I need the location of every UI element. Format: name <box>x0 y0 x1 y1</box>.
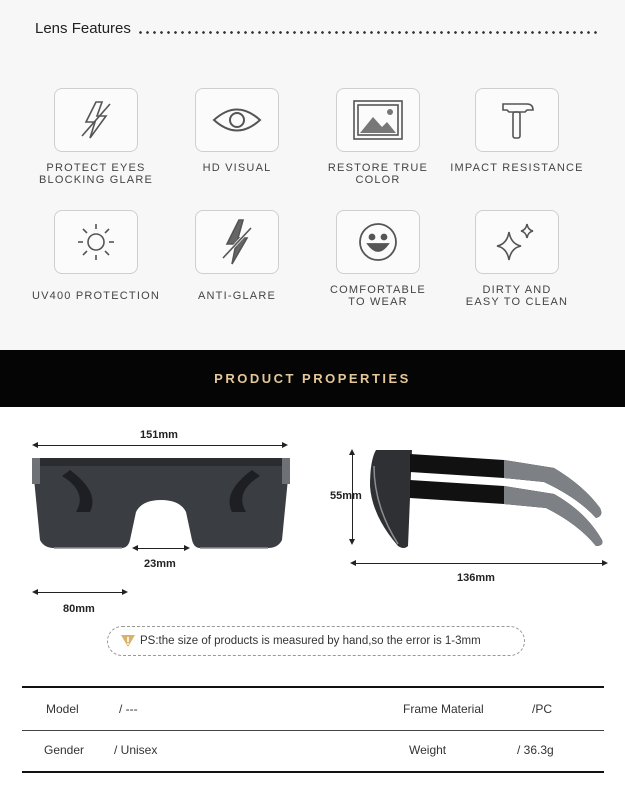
arrow-down-icon <box>349 539 355 545</box>
arrow-right-icon <box>184 545 190 551</box>
temple-dimension-line <box>352 563 606 564</box>
width-dimension-line <box>34 445 286 446</box>
smiley-face-icon <box>336 210 420 274</box>
sparkle-icon <box>475 210 559 274</box>
lens-width-label: 80mm <box>63 603 95 615</box>
lens-features-header <box>35 20 600 42</box>
arrow-left-icon <box>350 560 356 566</box>
feature-anti-glare <box>167 210 307 302</box>
gender-label: Gender <box>44 743 85 757</box>
measurement-note-text: PS:the size of products is measured by hand,so the error is 1-3mm <box>140 635 481 647</box>
feature-uv400 <box>26 210 166 302</box>
lens-width-dimension-line <box>34 592 126 593</box>
model-label: Model <box>46 702 79 716</box>
product-properties-title: PRODUCT PROPERTIES <box>214 371 411 386</box>
weight-value: / 36.3g <box>517 743 554 757</box>
landscape-picture-icon <box>336 88 420 152</box>
height-label: 55mm <box>330 490 362 502</box>
lightning-broken-icon <box>195 210 279 274</box>
feature-label: DIRTY AND EASY TO CLEAN <box>465 284 569 308</box>
sunglasses-front-image <box>30 452 292 558</box>
feature-easy-clean <box>447 210 587 308</box>
arrow-right-icon <box>282 442 288 448</box>
frame-material-value: /PC <box>532 702 553 716</box>
table-bottom-rule <box>22 771 604 773</box>
lightning-slash-icon <box>54 88 138 152</box>
feature-label: ANTI-GLARE <box>197 290 276 302</box>
lens-features-title: Lens Features <box>35 20 131 37</box>
arrow-right-icon <box>602 560 608 566</box>
measurement-note <box>107 626 525 656</box>
feature-label: IMPACT RESISTANCE <box>450 162 584 174</box>
weight-label: Weight <box>409 743 447 757</box>
table-top-rule <box>22 686 604 688</box>
temple-length-label: 136mm <box>457 572 495 584</box>
feature-label: COMFORTABLE TO WEAR <box>330 284 426 308</box>
feature-label: PROTECT EYES BLOCKING GLARE <box>39 162 153 186</box>
hammer-icon <box>475 88 559 152</box>
arrow-left-icon <box>32 442 38 448</box>
arrow-left-icon <box>32 589 38 595</box>
dotted-divider <box>137 31 600 34</box>
feature-protect-eyes <box>26 88 166 186</box>
lens-features-section <box>0 0 625 350</box>
model-value: / --- <box>119 702 138 716</box>
front-width-label: 151mm <box>140 429 178 441</box>
feature-label: UV400 PROTECTION <box>31 290 160 302</box>
feature-label: HD VISUAL <box>202 162 272 174</box>
feature-impact-resistance <box>447 88 587 174</box>
feature-restore-color <box>308 88 448 186</box>
arrow-right-icon <box>122 589 128 595</box>
bridge-dimension-line <box>134 548 188 549</box>
feature-hd-visual <box>167 88 307 174</box>
frame-material-label: Frame Material <box>403 702 484 716</box>
gender-value: / Unisex <box>114 743 158 757</box>
product-properties-banner <box>0 350 625 407</box>
bridge-label: 23mm <box>144 558 176 570</box>
feature-comfortable <box>308 210 448 308</box>
sunglasses-side-image <box>364 446 614 552</box>
arrow-left-icon <box>132 545 138 551</box>
eye-icon <box>195 88 279 152</box>
warning-icon <box>120 634 136 648</box>
feature-label: RESTORE TRUE COLOR <box>327 162 429 186</box>
sun-icon <box>54 210 138 274</box>
arrow-up-icon <box>349 449 355 455</box>
table-mid-rule <box>22 730 604 731</box>
